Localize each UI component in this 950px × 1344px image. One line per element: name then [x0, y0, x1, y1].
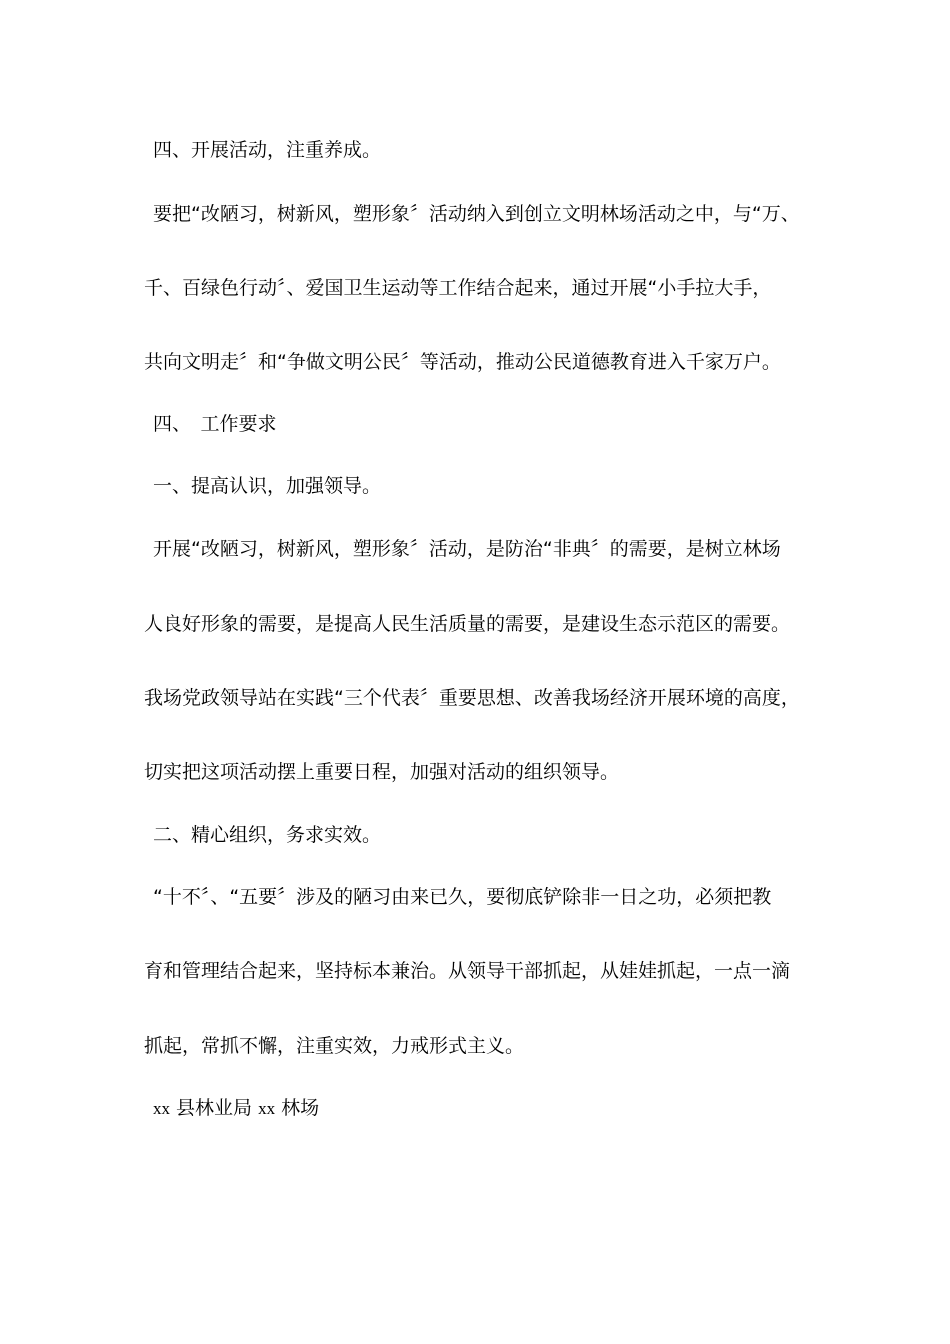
item2-para-line-3: 抓起，常抓不懈，注重实效，力戒形式主义。	[144, 1035, 525, 1057]
item1-para-line-3: 我场党政领导站在实践“三个代表〞重要思想、改善我场经济开展环境的高度，	[144, 687, 800, 709]
signature-bureau: 县林业局	[176, 1097, 253, 1119]
item2-heading: 二、精心组织，务求实效。	[153, 824, 382, 846]
item1-para-line-2: 人良好形象的需要，是提高人民生活质量的需要，是建设生态示范区的需要。	[144, 613, 791, 635]
section4-para-line-3: 共向文明走〞和“争做文明公民〞等活动，推动公民道德教育进入千家万户。	[144, 351, 781, 373]
section4-para-line-1: 要把“改陋习，树新风，塑形象〞活动纳入到创立文明林场活动之中，与“万、	[153, 203, 800, 225]
signature	[153, 1096, 319, 1121]
item1-para-line-4: 切实把这项活动摆上重要日程，加强对活动的组织领导。	[144, 761, 620, 783]
item1-para-line-1: 开展“改陋习，树新风，塑形象〞活动，是防治“非典〞的需要，是树立林场	[153, 538, 781, 560]
signature-farm: 林场	[281, 1097, 320, 1119]
work-requirements-heading: 四、 工作要求	[153, 413, 277, 435]
signature-code: xx	[258, 1099, 276, 1118]
item2-para-line-1: “十不〞、“五要〞涉及的陋习由来已久，要彻底铲除非一日之功，必须把教	[153, 886, 772, 908]
section4-para-line-2: 千、百绿色行动〞、爱国卫生运动等工作结合起来，通过开展“小手拉大手，	[144, 277, 772, 299]
item2-para-line-2: 育和管理结合起来，坚持标本兼治。从领导干部抓起，从娃娃抓起，一点一滴	[144, 960, 791, 982]
signature-prefix: xx	[153, 1099, 170, 1118]
item1-heading: 一、提高认识，加强领导。	[153, 475, 382, 497]
section4-heading: 四、开展活动，注重养成。	[153, 139, 382, 161]
